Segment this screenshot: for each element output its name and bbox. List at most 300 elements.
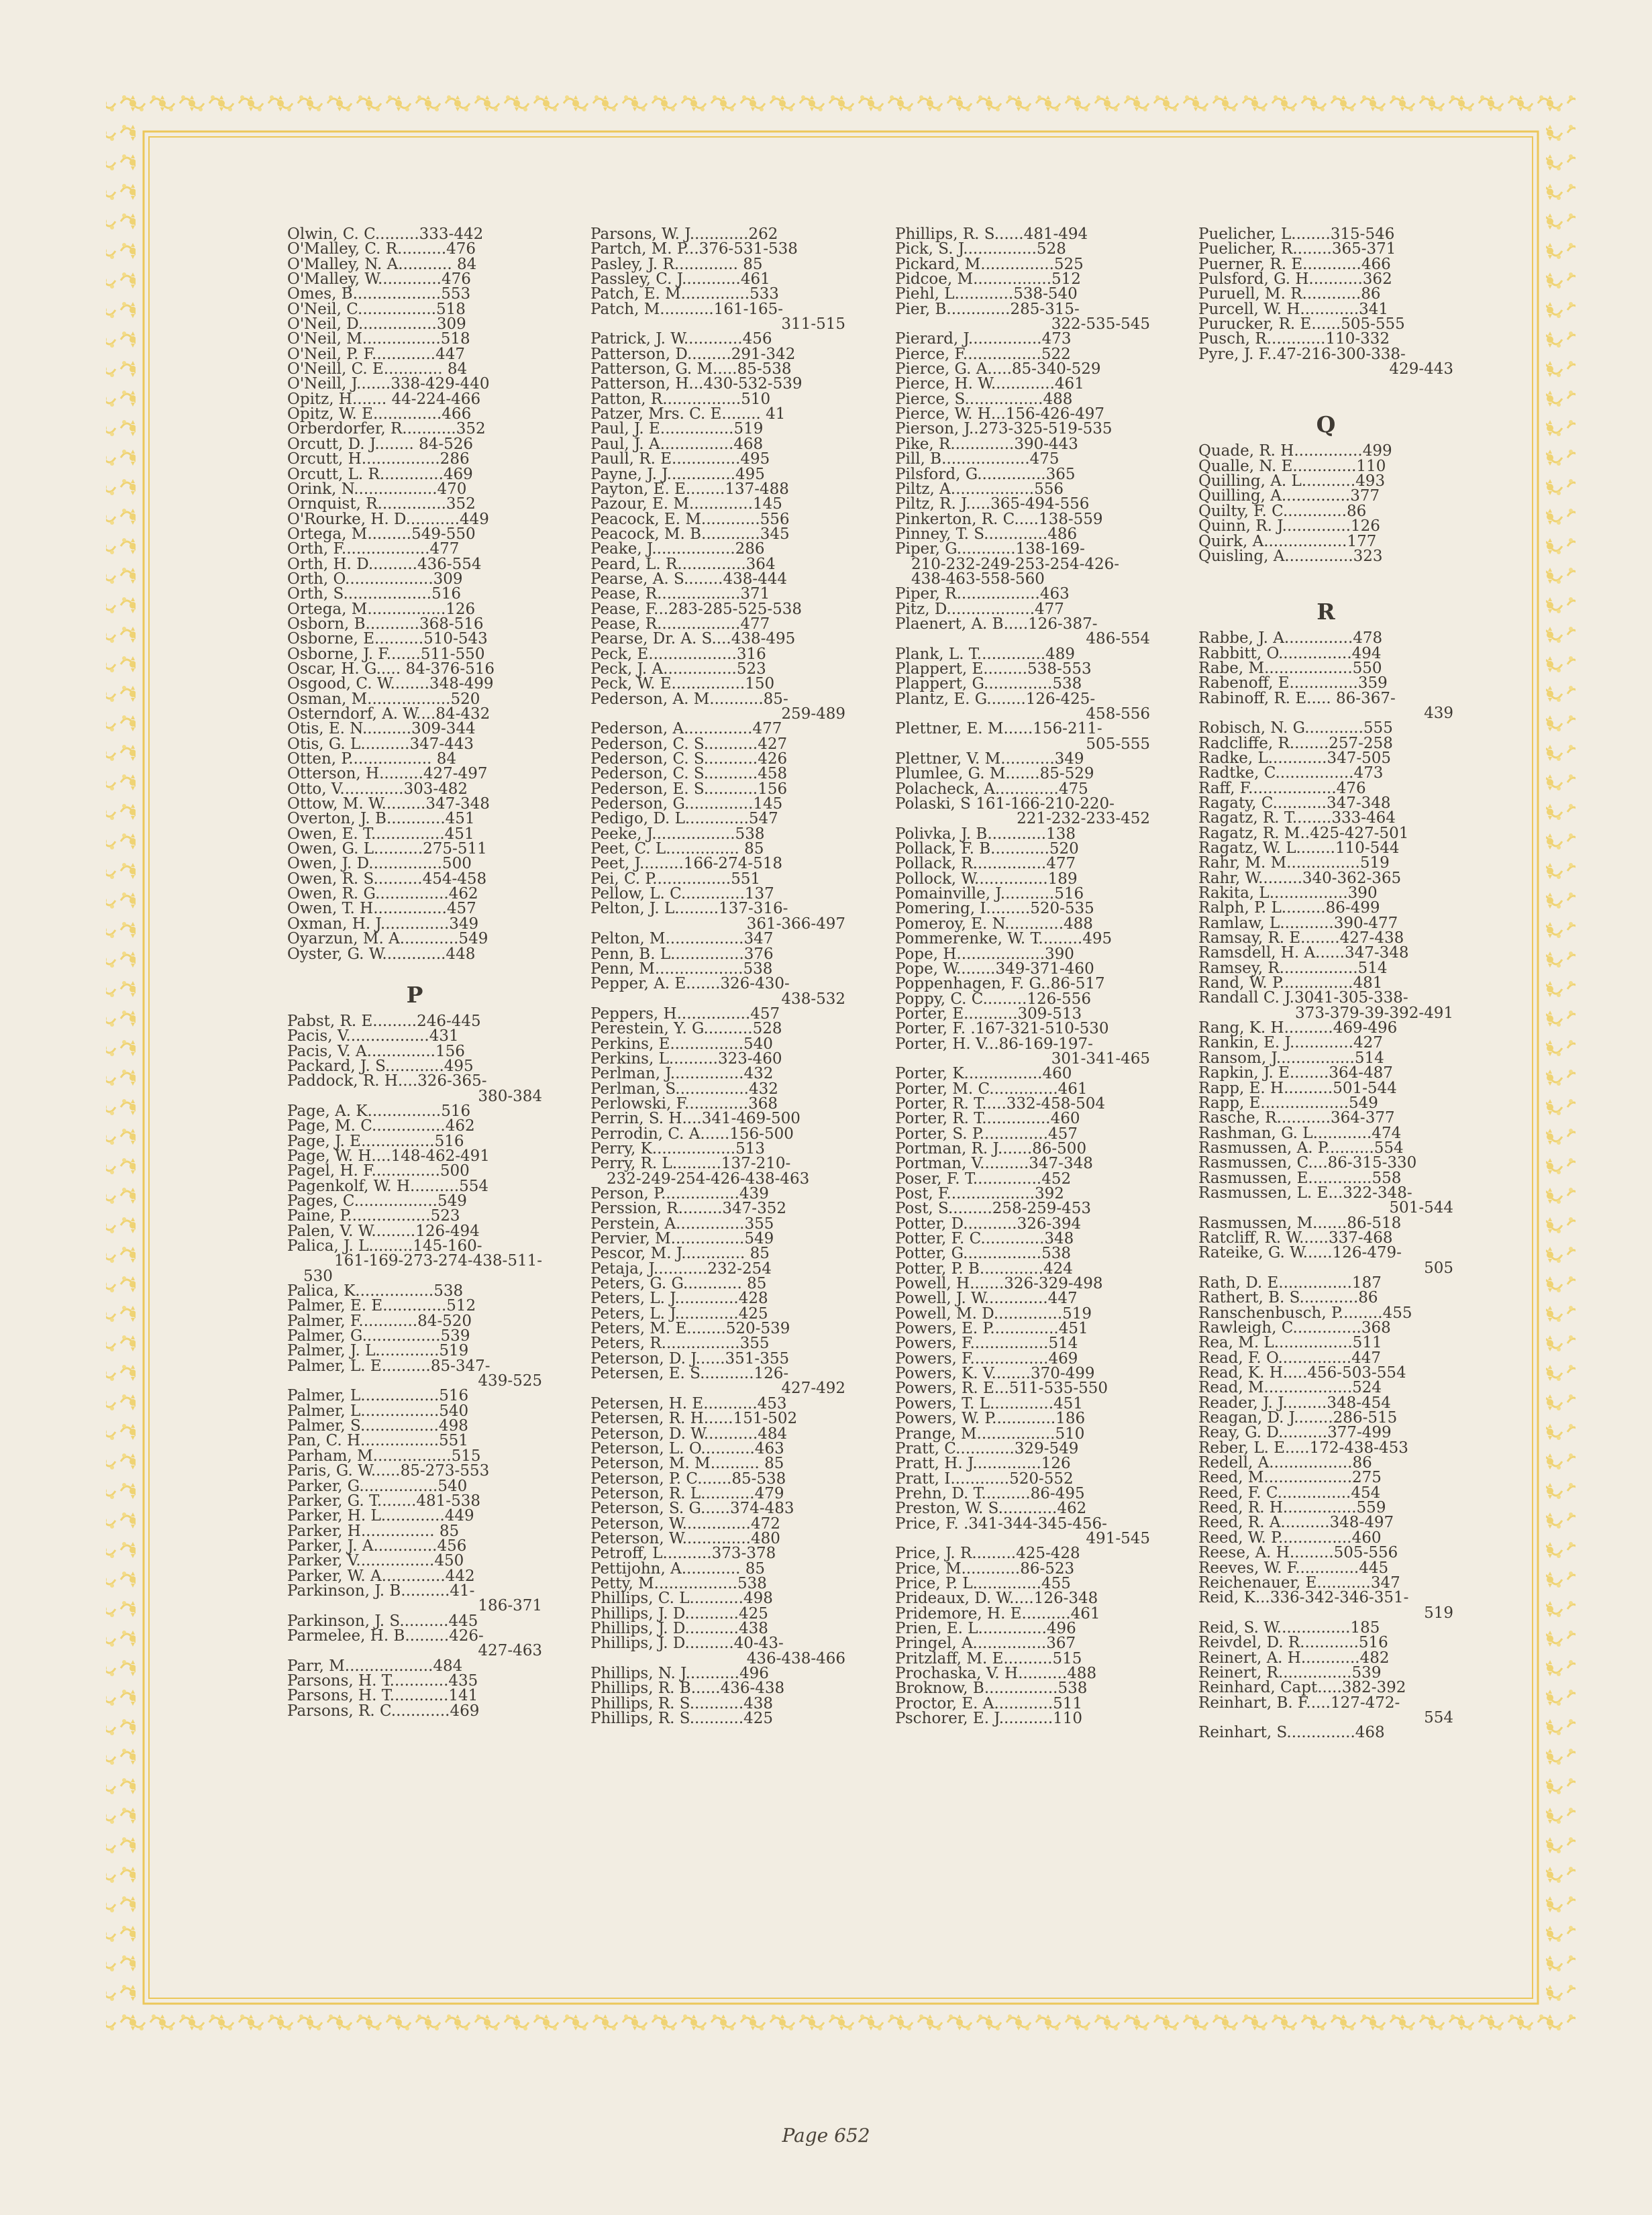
index-entry: Porter, E...........309-513: [895, 1005, 1082, 1023]
index-entry: Reader, J. J.........348-454: [1198, 1394, 1391, 1412]
index-entry: Prehn, D. T..........86-495: [895, 1484, 1085, 1502]
index-entry: Pabst, R. E.........246-445: [287, 1012, 481, 1030]
index-entry: Quilty, F. C.............86: [1198, 502, 1367, 520]
index-entry: Powers, R. E...511-535-550: [895, 1380, 1108, 1398]
index-entry: Pederson, A..............477: [590, 720, 782, 738]
index-entry: Reid, S. W...............185: [1198, 1618, 1380, 1637]
index-entry: Parsons, H. T............141: [287, 1687, 478, 1705]
index-entry: Pomainville, J...........516: [895, 885, 1084, 903]
index-entry: Petroff, L..........373-378: [590, 1545, 776, 1563]
index-entry: Quilling, A. L...........493: [1198, 472, 1386, 491]
index-entry-continuation: 186-371: [478, 1597, 542, 1615]
index-entry: Plappert, E.........538-553: [895, 660, 1092, 678]
index-entry: Peterson, D. J......351-355: [590, 1349, 790, 1368]
index-entry: Person, P................439: [590, 1185, 769, 1202]
index-entry: Otis, G. L..........347-443: [287, 735, 474, 753]
index-entry: O'Malley, C. R..........476: [287, 240, 476, 258]
index-entry: Orcutt, H................286: [287, 450, 470, 468]
index-entry: Radcliffe, R........257-258: [1198, 734, 1393, 752]
index-entry: Owen, R. G...............462: [287, 885, 478, 903]
index-entry: Reid, K...336-342-346-351-: [1198, 1589, 1409, 1607]
index-entry: Randall C. J.3041-305-338-: [1198, 989, 1408, 1007]
index-entry: Pierce, H. W.............461: [895, 375, 1084, 393]
index-entry: Perry, K.................513: [590, 1139, 765, 1157]
index-entry: Palmer, J. L.............519: [287, 1342, 469, 1360]
index-entry: Porter, R. T.....332-458-504: [895, 1094, 1106, 1113]
index-entry: Pierard, J...............473: [895, 330, 1072, 348]
index-entry: Ragatz, R. T........333-464: [1198, 809, 1396, 827]
index-entry: Pearse, A. S........438-444: [590, 570, 788, 588]
index-entry-continuation: 301-341-465: [1051, 1049, 1150, 1068]
index-entry: Ortega, M................126: [287, 600, 476, 618]
index-entry: Rabbe, J. A..............478: [1198, 629, 1383, 648]
index-entry: Plumlee, G. M.......85-529: [895, 765, 1094, 783]
index-entry: Reber, L. E.....172-438-453: [1198, 1439, 1408, 1457]
index-entry: Pratt, H. J..............126: [895, 1455, 1071, 1473]
index-entry: Porter, R. T..............460: [895, 1110, 1080, 1128]
index-entry: Petty, M.................538: [590, 1574, 767, 1592]
index-entry: Osborne, E..........510-543: [287, 630, 488, 648]
index-entry: Rapkin, J. E........364-487: [1198, 1064, 1393, 1082]
index-entry: Rabbitt, O...............494: [1198, 644, 1382, 662]
index-entry: Peters, M. E........520-539: [590, 1320, 790, 1338]
index-entry: Pommerenke, W. T.........495: [895, 930, 1113, 948]
index-entry: Pomeroy, E. N............488: [895, 915, 1093, 933]
index-entry: Powers, F................469: [895, 1349, 1078, 1368]
index-entry: Pan, C. H................551: [287, 1432, 468, 1450]
index-entry: Pinkerton, R. C.....138-559: [895, 510, 1103, 528]
index-entry: Prange, M................510: [895, 1425, 1085, 1443]
index-entry: Peterson, L. O...........463: [590, 1439, 784, 1457]
index-entry: Osman, M.................520: [287, 690, 480, 708]
index-entry: Parham, M................515: [287, 1447, 481, 1465]
index-entry-continuation: 361-366-497: [746, 915, 845, 933]
index-entry: Quade, R. H..............499: [1198, 442, 1392, 460]
index-entry: O'Malley, W.............476: [287, 270, 471, 289]
index-entry: Ransom, J................514: [1198, 1049, 1384, 1067]
index-entry: Pease, R.................477: [590, 615, 770, 633]
index-entry: Perrin, S. H....341-469-500: [590, 1110, 801, 1128]
index-entry: Portman, R. J.......86-500: [895, 1139, 1087, 1157]
index-entry: Perlowski, F.............368: [590, 1094, 778, 1113]
index-entry: Powers, T. L.............451: [895, 1394, 1083, 1412]
index-entry: Poser, F. T..............452: [895, 1170, 1072, 1188]
index-entry: Peterson, W..............472: [590, 1514, 780, 1533]
index-entry-continuation: 519: [1424, 1604, 1453, 1622]
index-entry: Peters, L. J.............428: [590, 1290, 768, 1308]
index-entry: Osborne, J. F.......511-550: [287, 645, 485, 663]
index-entry: Parr, M..................484: [287, 1657, 463, 1675]
index-entry: Peeke, J.................538: [590, 825, 765, 843]
index-entry: Ornquist, R..............352: [287, 495, 476, 513]
index-entry: Pollock, W...............189: [895, 870, 1078, 888]
index-entry-continuation: 438-463-558-560: [911, 570, 1045, 588]
index-entry-continuation: 505-555: [1086, 735, 1150, 753]
index-entry: Paine, P.................523: [287, 1207, 460, 1225]
index-entry: Broknow, B...............538: [895, 1680, 1088, 1698]
index-entry: Pederson, C. S...........458: [590, 765, 788, 783]
index-entry: Ottow, M. W.........347-348: [287, 795, 490, 813]
index-entry: Pedigo, D. L.............547: [590, 810, 778, 828]
index-entry: Peet, J.........166-274-518: [590, 855, 783, 873]
index-entry: Penn, B. L...............376: [590, 945, 774, 963]
index-entry: Reagan, D. J........286-515: [1198, 1409, 1398, 1427]
index-entry: Puruell, M. R............86: [1198, 285, 1381, 303]
index-entry: Pierce, G. A.....85-340-529: [895, 360, 1101, 378]
index-entry: Ragatz, W. L........110-544: [1198, 839, 1400, 857]
index-entry: Reinhart, S..............468: [1198, 1724, 1385, 1742]
index-entry: Orberdorfer, R...........352: [287, 420, 486, 438]
index-entry: Palmer, L................540: [287, 1402, 469, 1420]
index-entry: Perstein, A..............355: [590, 1215, 774, 1233]
index-entry: O'Malley, N. A........... 84: [287, 255, 477, 273]
index-entry: Potter, F. C.............348: [895, 1230, 1074, 1248]
index-entry: Orcutt, L. R.............469: [287, 465, 473, 483]
index-entry-continuation: 554: [1424, 1708, 1453, 1727]
index-entry: Powell, M. D..............519: [895, 1304, 1092, 1323]
index-entry: Paddock, R. H....326-365-: [287, 1072, 487, 1090]
index-entry: Rand, W. P...............481: [1198, 974, 1383, 992]
index-entry: Perkins, L..........323-460: [590, 1049, 782, 1068]
index-entry: Orth, F..................477: [287, 540, 460, 558]
index-entry: Perrodin, C. A......156-500: [590, 1125, 794, 1143]
index-entry: Pope, H..................390: [895, 945, 1074, 963]
index-entry: Pierson, J..273-325-519-535: [895, 420, 1113, 438]
index-entry: Peters, G. G............ 85: [590, 1275, 767, 1293]
index-entry: Phillips, N. J...........496: [590, 1665, 769, 1682]
index-entry: Paris, G. W......85-273-553: [287, 1462, 490, 1480]
index-entry: Piper, G............138-169-: [895, 540, 1085, 558]
index-entry: Pelton, M................347: [590, 930, 774, 948]
index-entry-continuation: 438-532: [781, 990, 845, 1008]
index-entry: Pratt, C............329-549: [895, 1439, 1079, 1457]
index-entry: Porter, M. C..............461: [895, 1080, 1088, 1098]
index-entry-continuation: 210-232-249-253-254-426-: [911, 555, 1120, 573]
index-entry: Powers, K. V........370-499: [895, 1365, 1095, 1383]
index-entry: Piehl, L............538-540: [895, 285, 1078, 303]
index-entry-continuation: 505: [1424, 1259, 1453, 1277]
index-entry: Rasmussen, C....86-315-330: [1198, 1154, 1417, 1172]
index-entry-continuation: 373-379-39-392-491: [1295, 1004, 1453, 1022]
index-entry: Parkinson, J. S..........445: [287, 1612, 478, 1630]
index-entry: Polivka, J. B............138: [895, 825, 1076, 843]
index-entry: Oyarzun, M. A............549: [287, 930, 488, 948]
index-entry: Pringel, A...............367: [895, 1635, 1076, 1653]
index-entry: Qualle, N. E.............110: [1198, 457, 1386, 475]
index-entry: Orth, S..................516: [287, 585, 461, 603]
index-entry: Polaski, S 161-166-210-220-: [895, 795, 1115, 813]
index-entry: Peterson, W..............480: [590, 1529, 780, 1547]
index-entry: Perssion, R.........347-352: [590, 1200, 786, 1218]
index-entry: Ranschenbusch, P.........455: [1198, 1304, 1412, 1322]
index-entry: Piltz, R. J.....365-494-556: [895, 495, 1090, 513]
index-entry: Parsons, H. T............435: [287, 1671, 478, 1690]
index-entry: Ramsay, R. E........427-438: [1198, 929, 1404, 947]
index-entry: Patch, E. M..............533: [590, 285, 779, 303]
index-entry: Pill, B..................475: [895, 450, 1060, 468]
index-entry-continuation: 439: [1424, 704, 1453, 722]
index-entry: Oyster, G. W.............448: [287, 945, 476, 963]
index-entry: Parker, V................450: [287, 1552, 464, 1570]
index-entry: Phillips, R. S...........438: [590, 1694, 774, 1712]
index-entry: Pederson, A. M...........85-: [590, 690, 788, 708]
index-entry: Owen, T. H...............457: [287, 900, 476, 918]
index-entry: Quisling, A..............323: [1198, 547, 1383, 565]
index-entry: Patrick, J. W............456: [590, 330, 772, 348]
index-entry: Portman, V..........347-348: [895, 1155, 1093, 1173]
index-entry: Packard, J. S............495: [287, 1057, 474, 1075]
index-entry: Petaja, J...........232-254: [590, 1259, 772, 1278]
index-entry: Plaenert, A. B.....126-387-: [895, 615, 1098, 633]
index-entry: Parsons, W. J............262: [590, 225, 778, 243]
index-entry: Pederson, C. S...........426: [590, 750, 788, 768]
index-entry: Page, M. C...............462: [287, 1117, 475, 1135]
index-entry: Palmer, L. E..........85-347-: [287, 1357, 491, 1375]
index-entry-continuation: 439-525: [478, 1372, 542, 1390]
index-entry: Olwin, C. C.........333-442: [287, 225, 484, 243]
index-entry: Reinhard, Capt.....382-392: [1198, 1679, 1406, 1697]
index-entry: Paul, J. E...............519: [590, 420, 764, 438]
index-entry: O'Rourke, H. D...........449: [287, 510, 489, 528]
index-entry: Oxman, H. J..............349: [287, 915, 479, 933]
index-entry: Peppers, H...............457: [590, 1005, 780, 1023]
index-entry: Porter, F. .167-321-510-530: [895, 1020, 1109, 1038]
index-entry: Parker, G. T........481-538: [287, 1492, 480, 1510]
index-entry: Palen, V. W.........126-494: [287, 1222, 480, 1240]
index-entry: Peck, J. A...............523: [590, 660, 766, 678]
index-entry: Pettijohn, A............ 85: [590, 1559, 766, 1578]
index-entry: Reichenauer, E...........347: [1198, 1574, 1400, 1592]
index-entry: Page, W. H....148-462-491: [287, 1147, 490, 1165]
index-entry: Overton, J. B............451: [287, 810, 475, 828]
index-entry: Page, J. E...............516: [287, 1132, 464, 1150]
index-entry: Puerner, R. E............466: [1198, 255, 1391, 273]
index-entry: Pelton, J. L.........137-316-: [590, 900, 788, 918]
section-letter-heading: Q: [1316, 411, 1336, 438]
index-entry: Pierce, F................522: [895, 345, 1071, 363]
index-entry: Purucker, R. E......505-555: [1198, 315, 1405, 333]
index-entry-continuation: 458-556: [1086, 705, 1150, 723]
index-column-4: [1198, 227, 1453, 1741]
index-entry: Rasche, R...........364-377: [1198, 1109, 1395, 1127]
index-entry: Pschorer, E. J...........110: [895, 1710, 1083, 1728]
index-entry: Potter, P. B.............424: [895, 1259, 1073, 1278]
index-entry: Quirk, A.................177: [1198, 532, 1377, 550]
index-entry: Page, A. K...............516: [287, 1102, 471, 1120]
index-entry: Powers, W. P.............186: [895, 1410, 1086, 1428]
index-entry: Post, F..................392: [895, 1185, 1064, 1202]
index-entry: Owen, J. D...............500: [287, 855, 472, 873]
index-entry: Pagenkolf, W. H..........554: [287, 1177, 489, 1195]
index-entry: Ortega, M.........549-550: [287, 525, 476, 543]
index-entry: Pritzlaff, M. E..........515: [895, 1649, 1082, 1667]
index-entry: Pilsford, G..............365: [895, 465, 1076, 483]
index-entry: Peterson, S. G......374-483: [590, 1500, 794, 1518]
index-entry: Otterson, H.........427-497: [287, 765, 488, 783]
index-entry: Potter, G................538: [895, 1245, 1072, 1263]
index-entry: Pagel, H. F..............500: [287, 1162, 470, 1180]
index-entry: Palmer, L................516: [287, 1387, 469, 1405]
section-letter-heading: P: [406, 981, 423, 1008]
index-entry: Pyre, J. F..47-216-300-338-: [1198, 345, 1406, 363]
index-entry: Pollack, R...............477: [895, 855, 1076, 873]
index-entry: Reed, W. P...............460: [1198, 1529, 1382, 1547]
index-entry: Ramlaw, L...........390-477: [1198, 914, 1398, 932]
index-entry: Pei, C. P................551: [590, 870, 761, 888]
index-entry: Poppy, C. C.........126-556: [895, 990, 1091, 1008]
index-entry: Puelicher, L........315-546: [1198, 225, 1395, 243]
index-entry: Rabinoff, R. E..... 86-367-: [1198, 689, 1396, 707]
index-entry: Porter, H. V...86-169-197-: [895, 1035, 1093, 1053]
index-entry: Poppenhagen, F. G..86-517: [895, 975, 1105, 993]
index-entry: Pitz, D..................477: [895, 600, 1064, 618]
index-entry: Preston, W. S............462: [895, 1500, 1087, 1518]
index-entry: Rahr, W.........340-362-365: [1198, 869, 1402, 887]
index-entry: Plettner, E. M......156-211-: [895, 720, 1102, 738]
index-entry: Powers, E. P..............451: [895, 1320, 1088, 1338]
index-entry: Ratcliff, R. W......337-468: [1198, 1229, 1393, 1247]
index-entry: Redell, A.................86: [1198, 1454, 1372, 1472]
index-entry-continuation: 427-492: [781, 1380, 845, 1398]
index-entry: Rahr, M. M...............519: [1198, 854, 1390, 872]
index-entry: Reinert, R...............539: [1198, 1663, 1382, 1682]
index-entry: Price, F. .341-344-345-456-: [895, 1514, 1107, 1533]
spacer: [287, 962, 542, 976]
index-entry: Polacheck, A.............475: [895, 780, 1088, 798]
index-entry: Pacis, V. A..............156: [287, 1042, 465, 1060]
index-entry: O'Neil, D................309: [287, 315, 466, 333]
index-entry: Perestein, Y. G..........528: [590, 1020, 782, 1038]
index-entry: Palmer, G................539: [287, 1327, 470, 1345]
index-entry: Pierce, S................488: [895, 390, 1073, 408]
index-entry: Reeves, W. F.............445: [1198, 1559, 1389, 1577]
index-entry: Peters, L. J.............425: [590, 1304, 768, 1323]
index-entry: Rath, D. E...............187: [1198, 1274, 1382, 1292]
index-entry-continuation: 161-169-273-274-438-511-: [333, 1252, 542, 1270]
index-entry: Peck, W. E...............150: [590, 675, 775, 693]
index-entry: Pazour, E. M.............145: [590, 495, 782, 513]
index-entry: Reed, R. A..........348-497: [1198, 1514, 1394, 1532]
index-entry: Palmer, E. E.............512: [287, 1297, 476, 1315]
index-entry: Pages, C.................549: [287, 1192, 467, 1210]
index-column-1: [287, 227, 542, 1718]
index-entry: Osterndorf, A. W....84-432: [287, 705, 491, 723]
index-entry: Owen, R. S..........454-458: [287, 870, 487, 888]
index-entry-continuation: 436-438-466: [746, 1649, 845, 1667]
spacer: [1198, 391, 1453, 406]
index-entry: Plettner, V. M...........349: [895, 750, 1084, 768]
index-entry: Prideaux, D. W.....126-348: [895, 1590, 1098, 1608]
index-entry: Rasmussen, L. E...322-348-: [1198, 1184, 1412, 1202]
index-entry: Peard, L. R..............364: [590, 555, 776, 573]
index-entry: Price, J. R.........425-428: [895, 1545, 1080, 1563]
index-entry: Orth, O..................309: [287, 570, 463, 588]
index-entry: Phillips, J. D...........438: [590, 1619, 768, 1637]
index-entry: Payton, E. E........137-488: [590, 480, 789, 498]
index-entry: Palica, J. L.........145-160-: [287, 1237, 482, 1255]
index-entry: Pederson, E. S...........156: [590, 780, 788, 798]
index-entry: Orth, H. D..........436-554: [287, 555, 482, 573]
index-entry: Rathert, B. S............86: [1198, 1289, 1378, 1307]
index-entry: Puelicher, R........365-371: [1198, 240, 1396, 258]
index-entry: Phillips, R. S......481-494: [895, 225, 1088, 243]
index-entry: Prien, E. L..............496: [895, 1619, 1076, 1637]
index-entry: Perry, R. L..........137-210-: [590, 1155, 791, 1173]
index-entry: Otto, V.............303-482: [287, 780, 468, 798]
index-entry-continuation: 427-463: [478, 1642, 542, 1660]
index-entry: Phillips, J. D..........40-43-: [590, 1635, 784, 1653]
index-entry: Rea, M. L................511: [1198, 1334, 1382, 1352]
index-entry-continuation: 429-443: [1389, 360, 1453, 378]
index-entry: Peterson, R. L...........479: [590, 1484, 784, 1502]
index-entry: Patch, M...........161-165-: [590, 300, 784, 318]
index-entry: Rapp, E. H..........501-544: [1198, 1079, 1397, 1097]
index-entry: Phillips, C. L...........498: [590, 1590, 773, 1608]
index-entry: Plantz, E. G........126-425-: [895, 690, 1096, 708]
index-entry: Petersen, H. E...........453: [590, 1394, 787, 1412]
index-entry: Peterson, P. C.......85-538: [590, 1470, 786, 1488]
index-entry: Pellow, L. C.............137: [590, 885, 774, 903]
index-entry: Orink, N.................470: [287, 480, 467, 498]
index-entry: Pulsford, G. H...........362: [1198, 270, 1392, 289]
index-entry: Passley, C. J............461: [590, 270, 770, 289]
index-entry: Palmer, F............84-520: [287, 1312, 472, 1330]
index-entry: Reay, G. D..........377-499: [1198, 1424, 1392, 1442]
index-entry: O'Neil, M................518: [287, 330, 470, 348]
index-entry: O'Neill, J.......338-429-440: [287, 375, 490, 393]
index-entry: Reed, F. C...............454: [1198, 1484, 1381, 1502]
index-entry: Peterson, D. W...........484: [590, 1425, 788, 1443]
index-entry-continuation: 259-489: [781, 705, 845, 723]
index-entry: Pinney, T. S.............486: [895, 525, 1078, 543]
index-entry: Pusch, R............110-332: [1198, 330, 1390, 348]
index-entry: Otten, P................. 84: [287, 750, 457, 768]
spacer: [1198, 376, 1453, 391]
index-entry: Palmer, S................498: [287, 1417, 468, 1435]
index-entry-continuation: 501-544: [1389, 1199, 1453, 1217]
index-entry: Parker, H. L.............449: [287, 1507, 474, 1525]
index-entry: Reinhart, B. F.....127-472-: [1198, 1694, 1400, 1712]
page-number: Page 652: [782, 2124, 870, 2147]
index-entry: Price, M............86-523: [895, 1559, 1075, 1578]
index-entry: Powell, H.......326-329-498: [895, 1275, 1103, 1293]
index-column-2: [590, 227, 845, 1726]
index-entry: Payne, J. J..............495: [590, 465, 765, 483]
index-entry: Pederson, C. S...........427: [590, 735, 788, 753]
index-entry: Pickard, M...............525: [895, 255, 1084, 273]
index-entry-continuation: 486-554: [1086, 630, 1150, 648]
index-entry: Patzer, Mrs. C. E........ 41: [590, 405, 786, 423]
spacer: [1198, 578, 1453, 593]
index-entry: Parker, G................540: [287, 1477, 468, 1495]
index-entry: Ramsdell, H. A......347-348: [1198, 944, 1409, 962]
index-entry: Penn, M..................538: [590, 960, 773, 978]
index-entry: Rasmussen, E.............558: [1198, 1169, 1402, 1187]
index-entry: Purcell, W. H............341: [1198, 300, 1389, 318]
index-entry: Parkinson, J. B..........41-: [287, 1582, 475, 1600]
index-entry: Quilling, A..............377: [1198, 487, 1380, 505]
index-entry: Porter, S. P..............457: [895, 1125, 1078, 1143]
index-entry: Rakita, L................390: [1198, 884, 1378, 903]
index-entry: Reed, R. H...............559: [1198, 1499, 1386, 1517]
index-entry: Osborn, B...........368-516: [287, 615, 484, 633]
index-entry: Pacis, V.................431: [287, 1027, 459, 1045]
index-entry: Plappert, G..............538: [895, 675, 1082, 693]
index-entry: Patterson, H...430-532-539: [590, 375, 803, 393]
index-entry: Proctor, E. A............511: [895, 1694, 1083, 1712]
index-entry: Read, F. O...............447: [1198, 1349, 1382, 1367]
index-entry: Orcutt, D. J........ 84-526: [287, 435, 474, 453]
